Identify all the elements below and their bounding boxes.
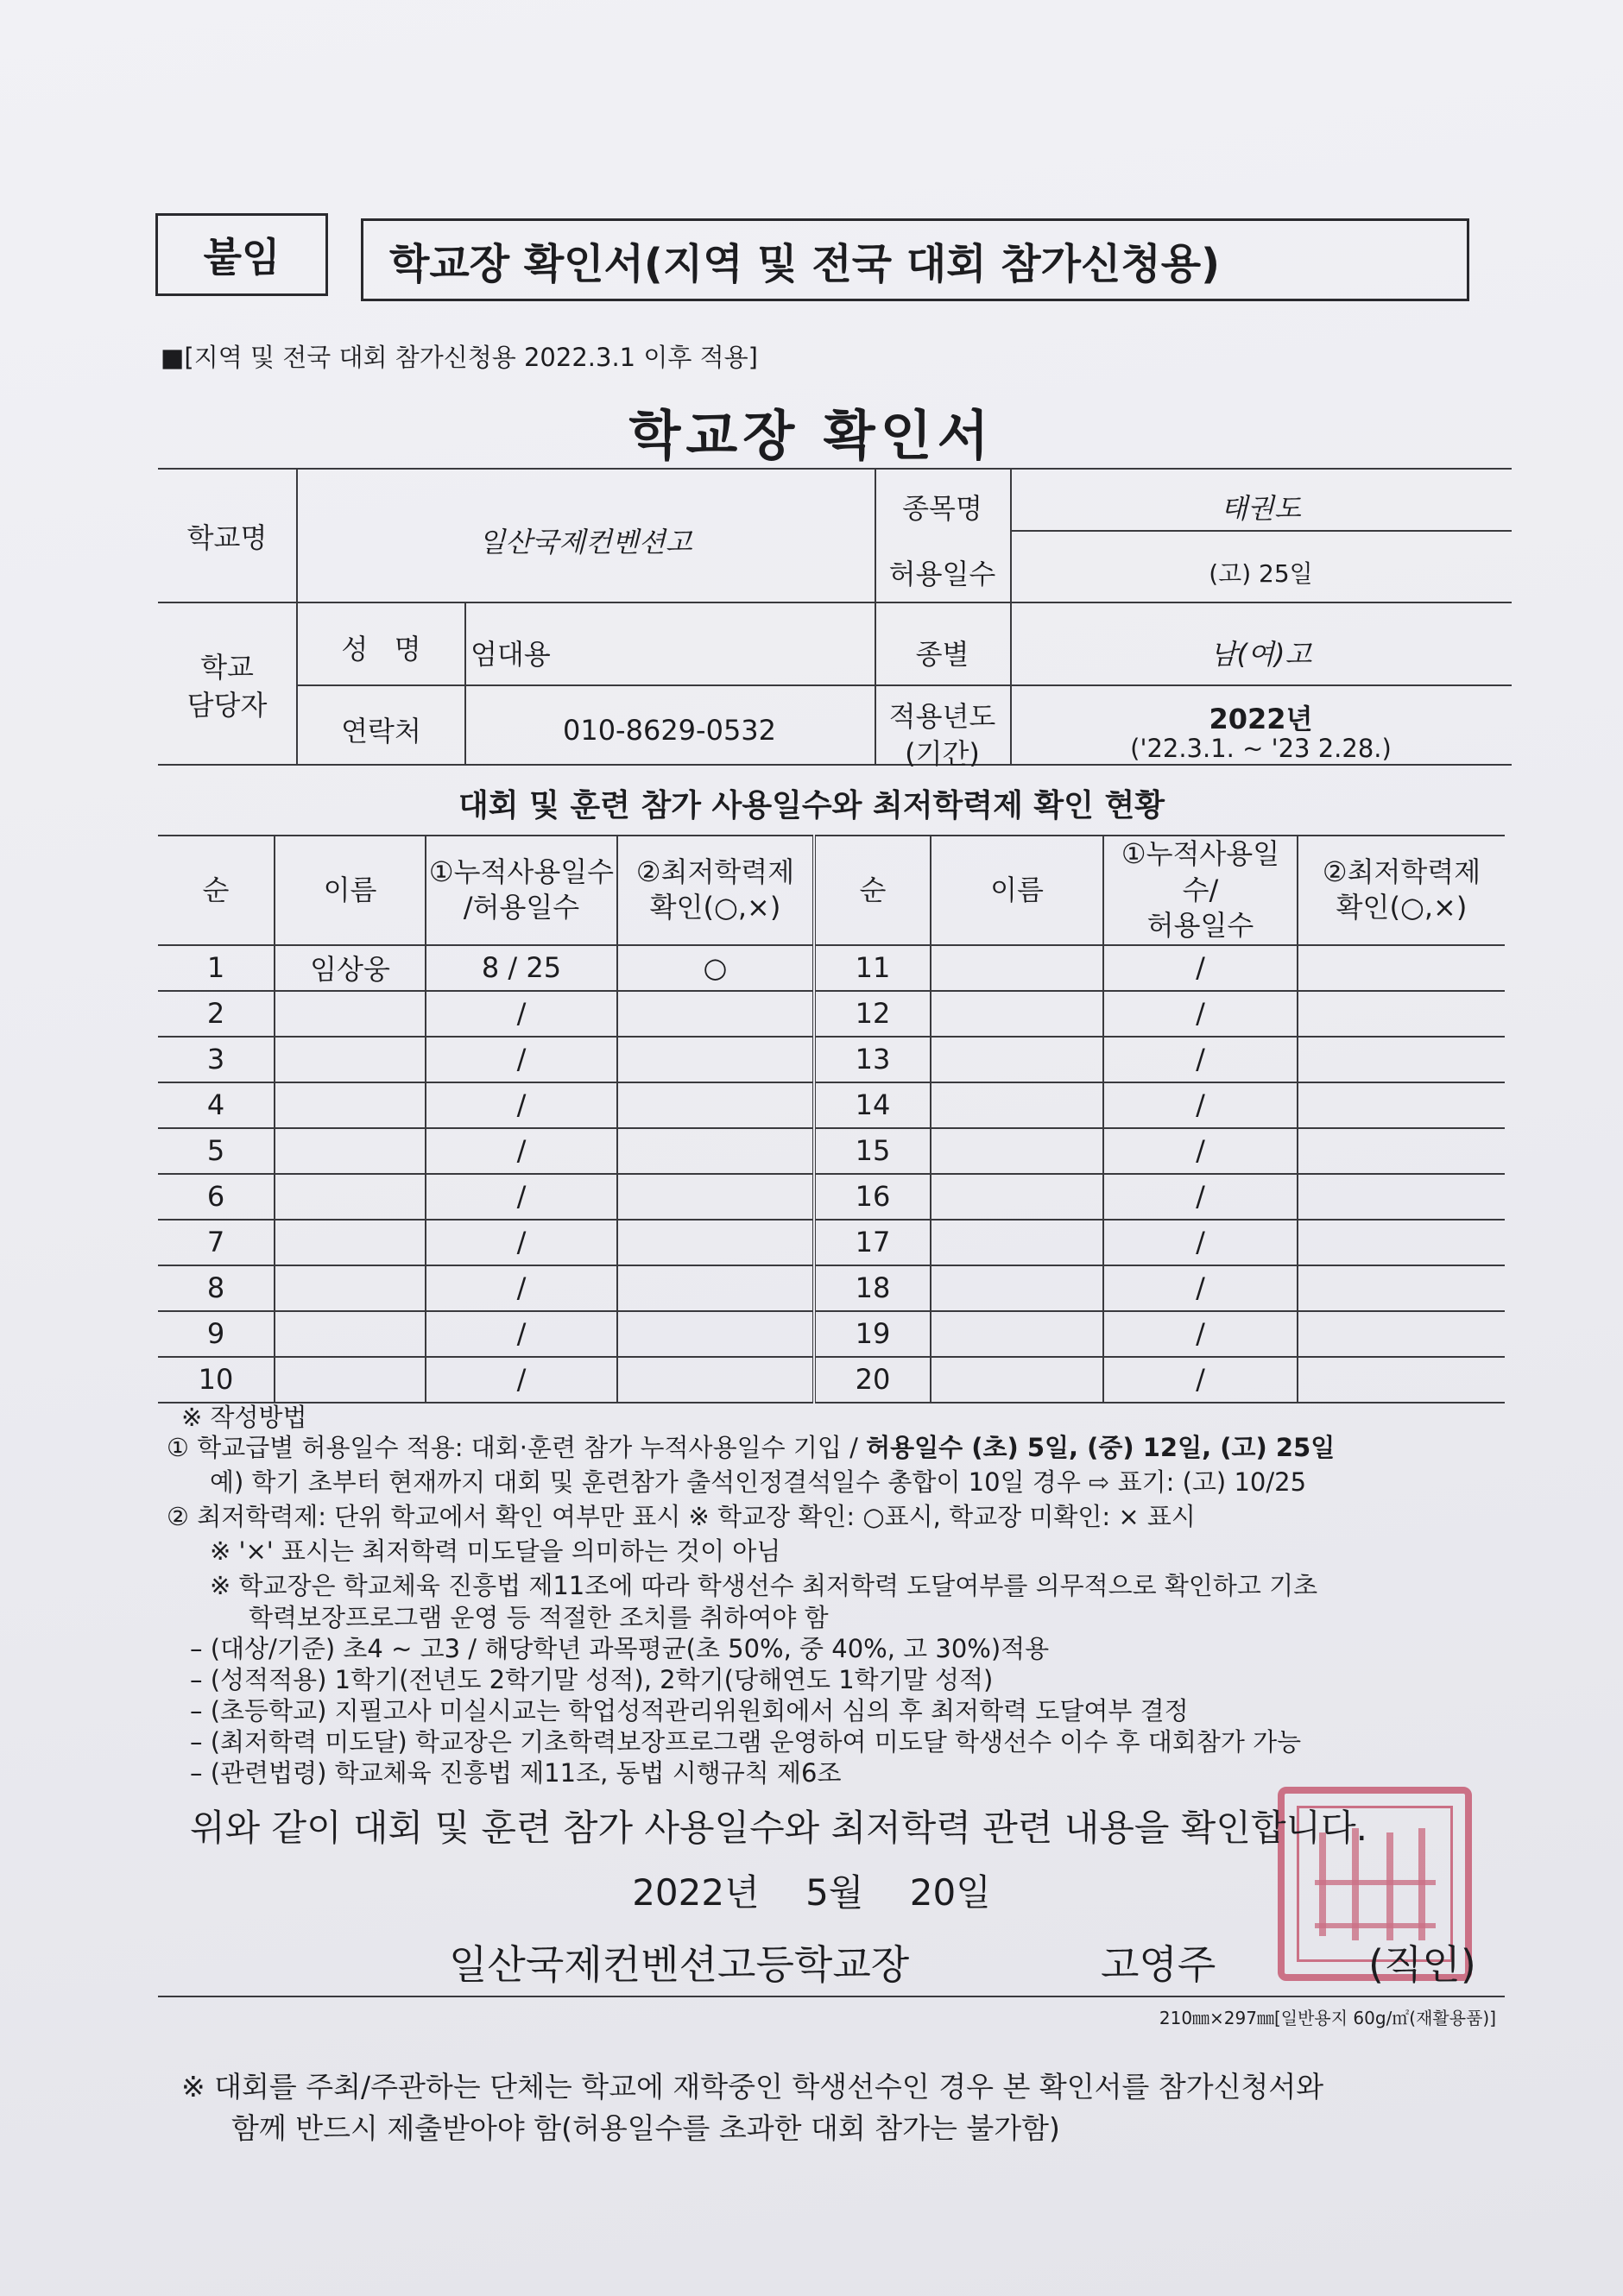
row-number: 5 [158,1128,275,1174]
achievement-check [617,1174,814,1220]
paper-spec: 210㎜×297㎜[일반용지 60g/㎡(재활용품)] [1159,2008,1496,2028]
form-title: 학교장 확인서(지역 및 전국 대회 참가신청용) [361,218,1469,301]
row-number: 10 [158,1357,275,1403]
achievement-check-right [1298,1220,1505,1265]
instruction-line: ※ 학교장은 학교체육 진흥법 제11조에 따라 학생선수 최저학력 도달여부를 의무적으로 확인하고 기초 [210,1571,1318,1600]
row-number-right: 14 [814,1082,931,1128]
row-number: 6 [158,1174,275,1220]
instruction-line: – (성적적용) 1학기(전년도 2학기말 성적), 2학기(당해연도 1학기말 성적) [190,1665,994,1694]
achievement-check [617,1311,814,1357]
apply-note: ■[지역 및 전국 대회 참가신청용 2022.3.1 이후 적용] [161,343,758,372]
confirmation-date: 2022년 5월 20일 [632,1871,991,1914]
manager-label-line1: 학교 [200,651,254,684]
row-number-right: 18 [814,1265,931,1311]
contact-value: 010-8629-0532 [562,714,777,747]
student-name-right [931,1174,1103,1220]
instruction-line: 예) 학기 초부터 현재까지 대회 및 훈련참가 출석인정결석일수 총합이 10일 경우 ⇨ 표기: (고) 10/25 [210,1467,1307,1497]
school-name-value: 일산국제컨벤션고 [478,526,692,558]
achievement-check-right [1298,1082,1505,1128]
table-row [158,1128,1505,1174]
instructions-heading: ※ 작성방법 [181,1403,307,1432]
table-row [158,1357,1505,1403]
table-row [158,1311,1505,1357]
used-days-right: / [1103,1265,1298,1311]
confirmation-statement: 위와 같이 대회 및 훈련 참가 사용일수와 최저학력 관련 내용을 확인합니다. [190,1807,1368,1849]
student-name-right [931,1220,1103,1265]
header-min-achievement: ②최저학력제 확인(○,×) [617,836,814,945]
achievement-check-right [1298,1037,1505,1082]
row-number: 8 [158,1265,275,1311]
header-no-right: 순 [814,836,931,945]
row-number: 7 [158,1220,275,1265]
used-days-right: / [1103,1357,1298,1403]
student-name-right [931,1082,1103,1128]
row-number-right: 15 [814,1128,931,1174]
principal-name: 고영주 [1101,1941,1216,1988]
student-name [275,1128,426,1174]
apply-year-value: 2022년 [1209,703,1313,735]
used-days: / [426,1128,617,1174]
used-days-right: / [1103,991,1298,1037]
used-days: / [426,1357,617,1403]
footnote-line2: 함께 반드시 제출받아야 함(허용일수를 초과한 대회 참가는 불가함) [231,2111,1060,2145]
used-days-right: / [1103,1311,1298,1357]
header-used-days-right: ①누적사용일수/ 허용일수 [1103,836,1298,945]
row-number: 2 [158,991,275,1037]
usage-table-title: 대회 및 훈련 참가 사용일수와 최저학력제 확인 현황 [458,788,1165,823]
row-number: 4 [158,1082,275,1128]
footnote-line1: ※ 대회를 주최/주관하는 단체는 학교에 재학중인 학생선수인 경우 본 확인서를 참가신청서와 [181,2070,1324,2104]
used-days: / [426,1265,617,1311]
instruction-line: ② 최저학력제: 단위 학교에서 확인 여부만 표시 ※ 학교장 확인: ○표시, 학교장 미확인: × 표시 [167,1502,1196,1531]
apply-year-label-line2: (기간) [905,737,980,770]
used-days: 8 / 25 [426,945,617,991]
table-row [158,945,1505,991]
instruction-line: – (초등학교) 지필고사 미실시교는 학업성적관리위원회에서 심의 후 최저학력 도달여부 결정 [190,1696,1189,1725]
used-days: / [426,991,617,1037]
student-name [275,1174,426,1220]
row-number-right: 11 [814,945,931,991]
used-days-right: / [1103,1037,1298,1082]
table-row [158,1265,1505,1311]
row-number-right: 19 [814,1311,931,1357]
achievement-check-right [1298,1265,1505,1311]
used-days-right: / [1103,1128,1298,1174]
table-row [158,1082,1505,1128]
allowed-days-value: (고) 25일 [1209,559,1313,588]
table-row [158,991,1505,1037]
used-days: / [426,1082,617,1128]
row-number-right: 16 [814,1174,931,1220]
instruction-line: – (대상/기준) 초4 ~ 고3 / 해당학년 과목평균(초 50%, 중 40%, 고 30%)적용 [190,1634,1050,1663]
student-name [275,1037,426,1082]
achievement-check-right [1298,1128,1505,1174]
apply-period-value: ('22.3.1. ~ '23 2.28.) [1130,734,1392,763]
sport-label: 종목명 [902,492,982,525]
achievement-check-right [1298,1357,1505,1403]
student-name [275,1357,426,1403]
student-name: 임상웅 [275,945,426,991]
student-name-right [931,945,1103,991]
person-name-value: 엄대용 [470,638,551,671]
instruction-line: ※ '×' 표시는 최저학력 미도달을 의미하는 것이 아님 [210,1536,781,1566]
achievement-check [617,1037,814,1082]
seal-mark: (직인) [1368,1941,1476,1988]
instruction-line: 학력보장프로그램 운영 등 적절한 조치를 취하여야 함 [249,1603,829,1632]
allowed-days-label: 허용일수 [888,558,996,590]
instruction-emphasis: 허용일수 (초) 5일, (중) 12일, (고) 25일 [866,1433,1336,1462]
student-name [275,1082,426,1128]
manager-label-line2: 담당자 [186,689,268,722]
header-name-right: 이름 [931,836,1103,945]
used-days-right: / [1103,1220,1298,1265]
instruction-line: – (관련법령) 학교체육 진흥법 제11조, 동법 시행규칙 제6조 [190,1758,842,1788]
used-days-right: / [1103,945,1298,991]
achievement-check: ○ [617,945,814,991]
student-name [275,1220,426,1265]
instruction-line [167,1429,1335,1464]
usage-table-header [158,836,1505,945]
student-name-right [931,1311,1103,1357]
student-name [275,1311,426,1357]
student-name-right [931,1037,1103,1082]
row-number: 3 [158,1037,275,1082]
student-name [275,1265,426,1311]
student-name-right [931,991,1103,1037]
row-number-right: 20 [814,1357,931,1403]
row-number: 1 [158,945,275,991]
used-days: / [426,1174,617,1220]
student-name-right [931,1357,1103,1403]
divider [158,1996,1505,1997]
achievement-check-right [1298,1174,1505,1220]
gender-label: 종별 [915,638,969,671]
gender-value: 남(여)고 [1209,638,1312,671]
instruction-text: ① 학교급별 허용일수 적용: 대회·훈련 참가 누적사용일수 기입 / [167,1433,867,1462]
sport-value: 태권도 [1221,492,1301,525]
row-number-right: 12 [814,991,931,1037]
used-days: / [426,1220,617,1265]
used-days: / [426,1037,617,1082]
achievement-check [617,1220,814,1265]
apply-year-label-line1: 적용년도 [888,700,996,733]
student-name-right [931,1265,1103,1311]
used-days-right: / [1103,1082,1298,1128]
row-number: 9 [158,1311,275,1357]
instruction-line: – (최저학력 미도달) 학교장은 기초학력보장프로그램 운영하여 미도달 학생선수 이수 후 대회참가 가능 [190,1727,1302,1757]
achievement-check [617,991,814,1037]
table-row [158,1037,1505,1082]
school-name-label: 학교명 [186,521,268,554]
student-name-right [931,1128,1103,1174]
used-days-right: / [1103,1174,1298,1220]
row-number-right: 17 [814,1220,931,1265]
table-row [158,1174,1505,1220]
attachment-label: 붙임 [155,213,328,296]
contact-label: 연락처 [341,715,421,747]
achievement-check-right [1298,1311,1505,1357]
header-name: 이름 [275,836,426,945]
achievement-check [617,1082,814,1128]
document-title: 학교장 확인서 [628,404,995,467]
student-name [275,991,426,1037]
used-days: / [426,1311,617,1357]
header-used-days: ①누적사용일수 /허용일수 [426,836,617,945]
header-min-achievement-right: ②최저학력제 확인(○,×) [1298,836,1505,945]
achievement-check-right [1298,945,1505,991]
achievement-check [617,1128,814,1174]
achievement-check [617,1357,814,1403]
school-principal-title: 일산국제컨벤션고등학교장 [449,1941,910,1988]
header-no: 순 [158,836,275,945]
usage-table [158,835,1505,1403]
achievement-check [617,1265,814,1311]
row-number-right: 13 [814,1037,931,1082]
achievement-check-right [1298,991,1505,1037]
table-row [158,1220,1505,1265]
person-name-label: 성 명 [341,633,421,665]
